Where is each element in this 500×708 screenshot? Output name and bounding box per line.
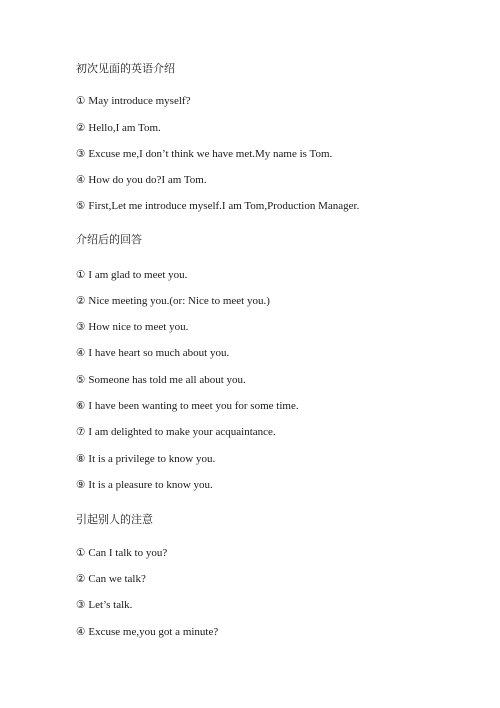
list-item: [76, 346, 229, 360]
list-item: [76, 546, 167, 560]
item-number: ⑦: [76, 426, 86, 438]
list-item: [76, 452, 215, 466]
item-text: I have been wanting to meet you for some time.: [88, 400, 299, 412]
list-item: [76, 373, 246, 387]
item-number: ⑧: [76, 453, 86, 465]
section-heading-first-meeting: 初次见面的英语介绍: [76, 62, 175, 75]
item-text: Someone has told me all about you.: [88, 374, 246, 386]
item-text: Excuse me,you got a minute?: [88, 626, 219, 638]
item-number: ②: [76, 122, 86, 134]
item-number: ④: [76, 347, 86, 359]
item-text: Can I talk to you?: [88, 547, 168, 559]
item-text: Excuse me,I don’t think we have met.My name is Tom.: [88, 148, 333, 160]
list-item: [76, 147, 332, 161]
item-text: I am delighted to make your acquaintance.: [88, 426, 276, 438]
item-number: ②: [76, 573, 86, 585]
item-text: How do you do?I am Tom.: [88, 174, 207, 186]
list-item: [76, 598, 132, 612]
list-item: [76, 199, 359, 213]
list-item: [76, 478, 213, 492]
section-heading-reply: 介绍后的回答: [76, 233, 142, 246]
item-text: Let’s talk.: [88, 599, 133, 611]
list-item: [76, 572, 146, 586]
list-item: [76, 121, 161, 135]
item-number: ②: [76, 295, 86, 307]
list-item: [76, 399, 299, 413]
item-number: ⑨: [76, 479, 86, 491]
item-number: ③: [76, 599, 86, 611]
item-number: ③: [76, 321, 86, 333]
list-item: [76, 425, 276, 439]
item-number: ⑤: [76, 200, 86, 212]
list-item: [76, 173, 207, 187]
item-number: ①: [76, 269, 86, 281]
item-text: It is a pleasure to know you.: [88, 479, 213, 491]
item-number: ⑥: [76, 400, 86, 412]
item-text: Can we talk?: [88, 573, 146, 585]
list-item: [76, 94, 190, 108]
item-text: May introduce myself?: [88, 95, 191, 107]
item-text: I have heart so much about you.: [88, 347, 230, 359]
item-number: ④: [76, 174, 86, 186]
item-text: It is a privilege to know you.: [88, 453, 216, 465]
section-heading-attention: 引起别人的注意: [76, 513, 153, 526]
item-number: ③: [76, 148, 86, 160]
list-item: [76, 294, 270, 308]
item-number: ①: [76, 547, 86, 559]
item-text: How nice to meet you.: [88, 321, 189, 333]
item-text: I am glad to meet you.: [88, 269, 188, 281]
item-number: ⑤: [76, 374, 86, 386]
item-number: ①: [76, 95, 86, 107]
list-item: [76, 268, 187, 282]
item-text: Nice meeting you.(or: Nice to meet you.): [88, 295, 270, 307]
item-number: ④: [76, 626, 86, 638]
list-item: [76, 320, 188, 334]
list-item: [76, 625, 218, 639]
item-text: Hello,I am Tom.: [88, 122, 161, 134]
item-text: First,Let me introduce myself.I am Tom,Production Manager.: [88, 200, 360, 212]
